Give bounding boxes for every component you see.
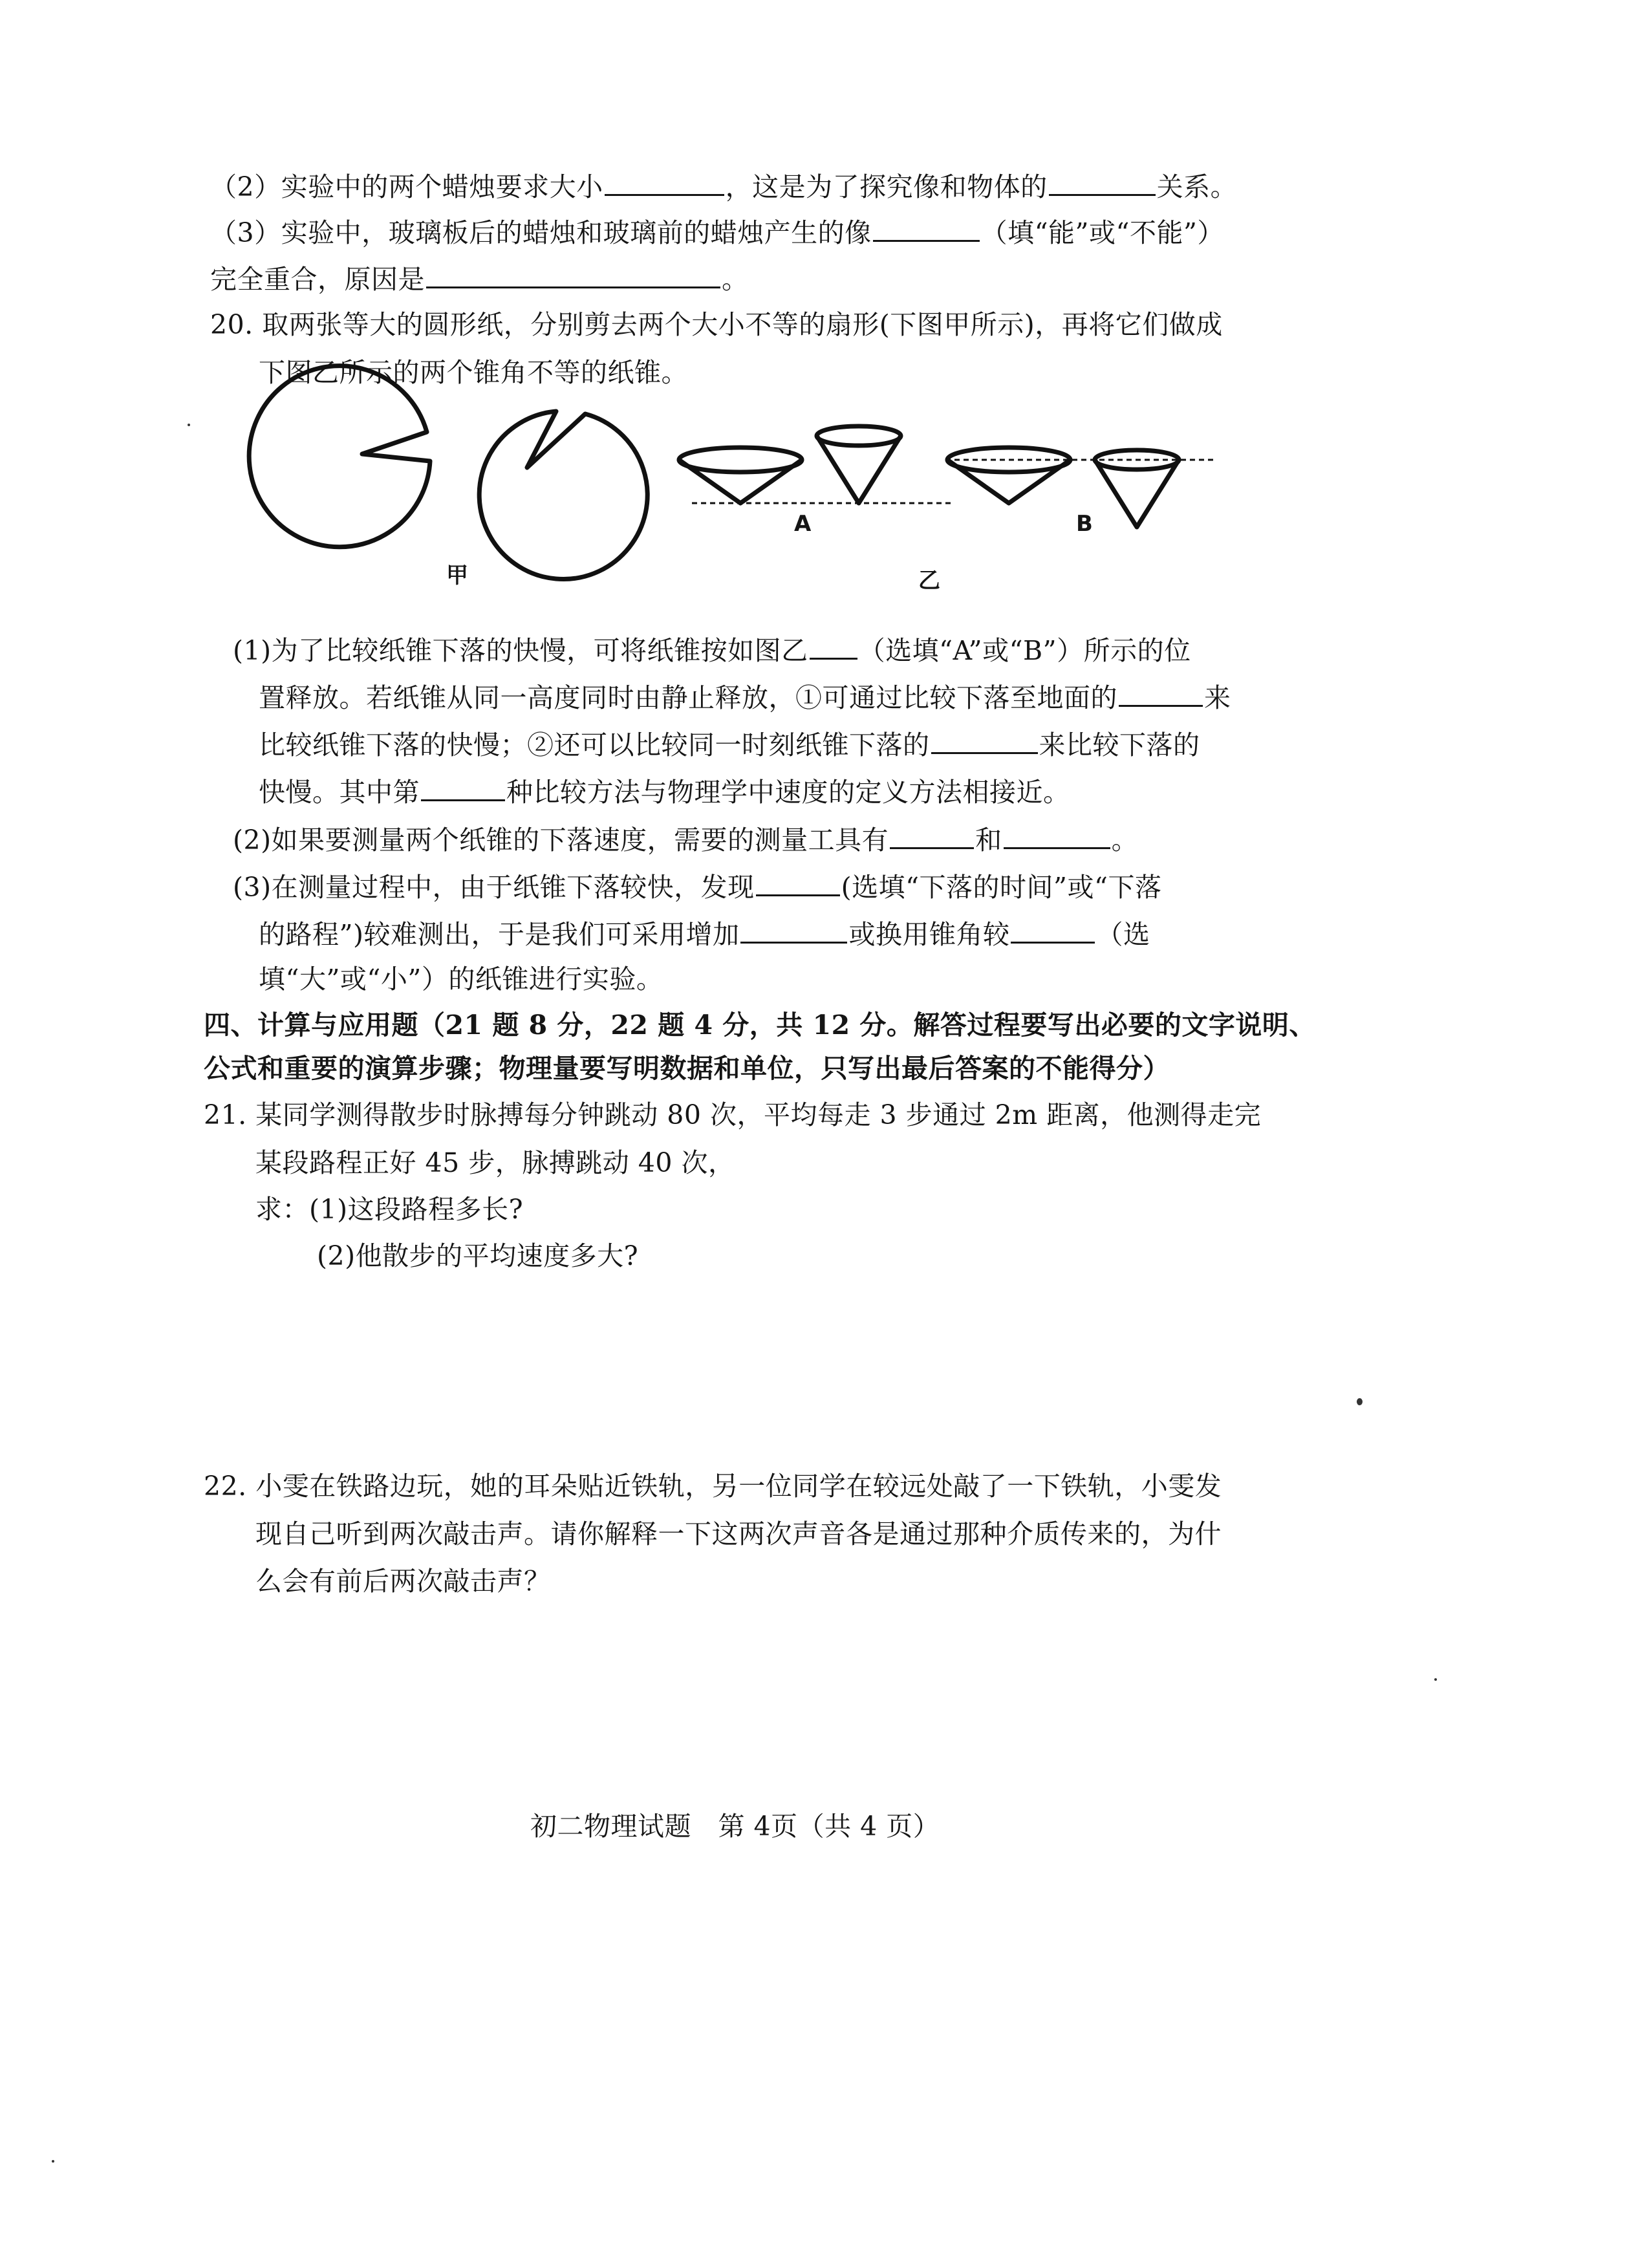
q20-p1-line4: 快慢。其中第 种比较方法与物理学中速度的定义方法相接近。: [259, 775, 1070, 808]
blank[interactable]: [810, 633, 857, 660]
blank[interactable]: [1119, 680, 1203, 707]
q20-p3-line1: (3)在测量过程中，由于纸锥下落较快，发现 (选填“下落的时间”或“下落: [233, 870, 1161, 903]
section4-line2: 公式和重要的演算步骤；物理量要写明数据和单位，只写出最后答案的不能得分）: [204, 1053, 1170, 1084]
blank[interactable]: [740, 917, 847, 944]
page-footer: 初二物理试题 第 4页（共 4 页）: [530, 1811, 940, 1842]
q21-line2: 某段路程正好 45 步，脉搏跳动 40 次，: [255, 1147, 735, 1178]
q19-part2: （2）实验中的两个蜡烛要求大小 ，这是为了探究像和物体的 关系。: [210, 169, 1237, 203]
blank[interactable]: [756, 870, 840, 896]
scan-speck: [188, 424, 190, 426]
label-yi: 乙: [918, 568, 940, 594]
section4-line1: 四、计算与应用题（21 题 8 分，22 题 4 分，共 12 分。解答过程要写出必要的文字说明、: [204, 1010, 1316, 1041]
q20-p3-line2: 的路程”)较难测出，于是我们可采用增加 或换用锥角较 （选: [259, 917, 1150, 951]
label-b: B: [1076, 511, 1093, 537]
q20-p3-line3: 填“大”或“小”）的纸锥进行实验。: [259, 964, 663, 995]
cone-narrow-rim-a: [817, 426, 901, 446]
q21-ask2: (2)他散步的平均速度多大?: [317, 1240, 639, 1271]
q20-p1-line2: 置释放。若纸锥从同一高度同时由静止释放，①可通过比较下落至地面的 来: [259, 680, 1231, 714]
paper-cone-figure: [0, 0, 1649, 614]
label-a: A: [794, 511, 812, 537]
q19-part3-line2: 完全重合，原因是 。: [210, 262, 749, 296]
q20-p2: (2)如果要测量两个纸锥的下落速度，需要的测量工具有 和 。: [233, 823, 1138, 856]
q22-line1: 22. 小雯在铁路边玩，她的耳朵贴近铁轨，另一位同学在较远处敲了一下铁轨，小雯发: [204, 1471, 1222, 1502]
scan-speck: [1357, 1398, 1363, 1405]
q21-ask1: 求：(1)这段路程多长?: [255, 1194, 524, 1225]
q20-p1-line3: 比较纸锥下落的快慢；②还可以比较同一时刻纸锥下落的 来比较下落的: [259, 728, 1200, 761]
blank[interactable]: [421, 775, 505, 801]
blank[interactable]: [931, 728, 1038, 754]
q20-line1: 20. 取两张等大的圆形纸，分别剪去两个大小不等的扇形(下图甲所示)，再将它们做成: [210, 309, 1223, 340]
cone-wide-rim-a: [679, 448, 802, 472]
q21-line1: 21. 某同学测得散步时脉搏每分钟跳动 80 次，平均每走 3 步通过 2m 距离，他测得走完: [204, 1099, 1262, 1130]
cut-circle-large-sector: [249, 366, 430, 547]
q22-line2: 现自己听到两次敲击声。请你解释一下这两次声音各是通过那种介质传来的，为什: [255, 1518, 1222, 1550]
q20-line2: 下图乙所示的两个锥角不等的纸锥。: [259, 357, 688, 388]
label-jia: 甲: [446, 563, 468, 589]
q19-part3-line1: （3）实验中，玻璃板后的蜡烛和玻璃前的蜡烛产生的像 （填“能”或“不能”）: [210, 215, 1224, 249]
q20-p1-line1: (1)为了比较纸锥下落的快慢，可将纸锥按如图乙 （选填“A”或“B”）所示的位: [233, 633, 1191, 667]
blank[interactable]: [1011, 917, 1095, 944]
scan-speck: [52, 2160, 54, 2163]
blank[interactable]: [1004, 823, 1110, 849]
q22-line3: 么会有前后两次敲击声？: [255, 1566, 551, 1597]
scan-speck: [1434, 1678, 1437, 1681]
blank[interactable]: [890, 823, 974, 849]
cut-circle-small-sector: [479, 411, 647, 579]
